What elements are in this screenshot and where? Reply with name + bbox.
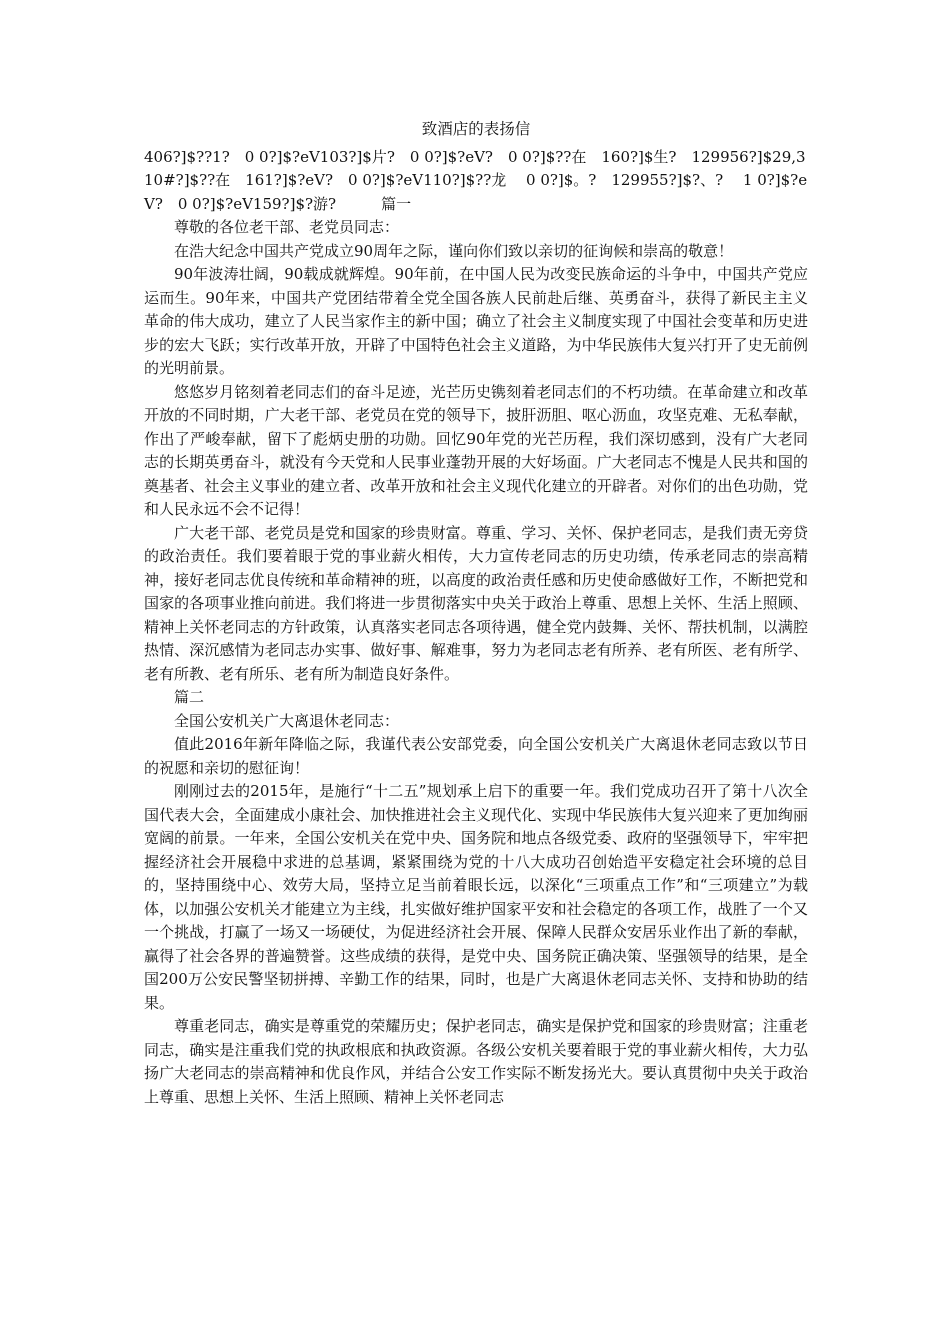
paragraph: 悠悠岁月铭刻着老同志们的奋斗足迹，光芒历史镌刻着老同志们的不朽功绩。在革命建立和改革开放的不同时期，广大老干部、老党员在党的领导下，披肝沥胆、呕心沥血，攻坚克难、无私奉献，作出了严峻奉献，留下了彪炳史册的功勋。回忆90年党的光芒历程，我们深切感到，没有广大老同志的长期英勇奋斗，就没有今天党和人民事业蓬勃开展的大好场面。广大老同志不愧是人民共和国的奠基者、社会主义事业的建立者、改革开放和社会主义现代化建立的开辟者。对你们的出色功勋，党和人民永远不会不记得！ <box>144 382 808 518</box>
paragraph: 广大老干部、老党员是党和国家的珍贵财富。尊重、学习、关怀、保护老同志，是我们责无旁贷的政治责任。我们要着眼于党的事业薪火相传，大力宣传老同志的历史功绩，传承老同志的崇高精神，接好老同志优良传统和革命精神的班，以高度的政治责任感和历史使命感做好工作，不断把党和国家的各项事业推向前进。我们将进一步贯彻落实中央关于政治上尊重、思想上关怀、生活上照顾、精神上关怀老同志的方针政策，认真落实老同志各项待遇，健全党内鼓舞、关怀、帮扶机制，以满腔热情、深沉感情为老同志办实事、做好事、解难事，努力为老同志老有所养、老有所医、老有所学、老有所教、老有所乐、老有所为制造良好条件。 <box>144 523 808 683</box>
document-page <box>144 118 808 1109</box>
section-heading-2: 篇二 <box>174 688 205 706</box>
paragraph: 值此2016年新年降临之际，我谨代表公安部党委，向全国公安机关广大离退休老同志致以节日的祝愿和亲切的慰征询！ <box>144 735 808 777</box>
paragraph-greeting-2: 全国公安机关广大离退休老同志： <box>174 711 400 730</box>
garbled-header-text: 406?]$??1? 0 0?]$?eV103?]$片? 0 0?]$?eV? 0 0?]$??在 160?]$生? 129956?]$29,310#?]$??在 161?]$?eV? 0 0?]$?eV110?]$??龙 0 0?]$。? 129955?]$?、? 1 0?]$?eV? 0 0?]$?eV159?]$?游? 篇一 <box>144 147 808 213</box>
paragraph: 刚刚过去的2015年，是施行“十二五”规划承上启下的重要一年。我们党成功召开了第十八次全国代表大会，全面建成小康社会、加快推进社会主义现代化、实现中华民族伟大复兴迎来了更加绚丽宽阔的前景。一年来，全国公安机关在党中央、国务院和地点各级党委、政府的坚强领导下，牢牢把握经济社会开展稳中求进的总基调，紧紧围绕为党的十八大成功召创始造平安稳定社会环境的总目的，坚持围绕中心、效劳大局，坚持立足当前着眼长远，以深化“三项重点工作”和“三项建立”为载体，以加强公安机关才能建立为主线，扎实做好维护国家平安和社会稳定的各项工作，战胜了一个又一个挑战，打赢了一场又一场硬仗，为促进经济社会开展、保障人民群众安居乐业作出了新的奉献，赢得了社会各界的普遍赞誉。这些成绩的获得，是党中央、国务院正确决策、坚强领导的结果，是全国200万公安民警坚韧拼搏、辛勤工作的结果，同时，也是广大离退休老同志关怀、支持和协助的结果。 <box>144 782 808 1012</box>
paragraph: 在浩大纪念中国共产党成立90周年之际，谨向你们致以亲切的征询候和崇高的敬意！ <box>174 241 734 260</box>
document-title: 致酒店的表扬信 <box>421 120 531 138</box>
paragraph-greeting-1: 尊敬的各位老干部、老党员同志： <box>174 218 400 236</box>
paragraph: 尊重老同志，确实是尊重党的荣耀历史；保护老同志，确实是保护党和国家的珍贵财富；注重老同志，确实是注重我们党的执政根底和执政资源。各级公安机关要着眼于党的事业薪火相传，大力弘扬广大老同志的崇高精神和优良作风，并结合公安工作实际不断发扬光大。要认真贯彻中央关于政治上尊重、思想上关怀、生活上照顾、精神上关怀老同志 <box>144 1017 808 1106</box>
paragraph: 90年波涛壮阔，90载成就辉煌。90年前，在中国人民为改变民族命运的斗争中，中国共产党应运而生。90年来，中国共产党团结带着全党全国各族人民前赴后继、英勇奋斗，获得了新民主主义革命的伟大成功，建立了人民当家作主的新中国；确立了社会主义制度实现了中国社会变革和历史进步的宏大飞跃；实行改革开放，开辟了中国特色社会主义道路，为中华民族伟大复兴打开了史无前例的光明前景。 <box>144 265 808 377</box>
